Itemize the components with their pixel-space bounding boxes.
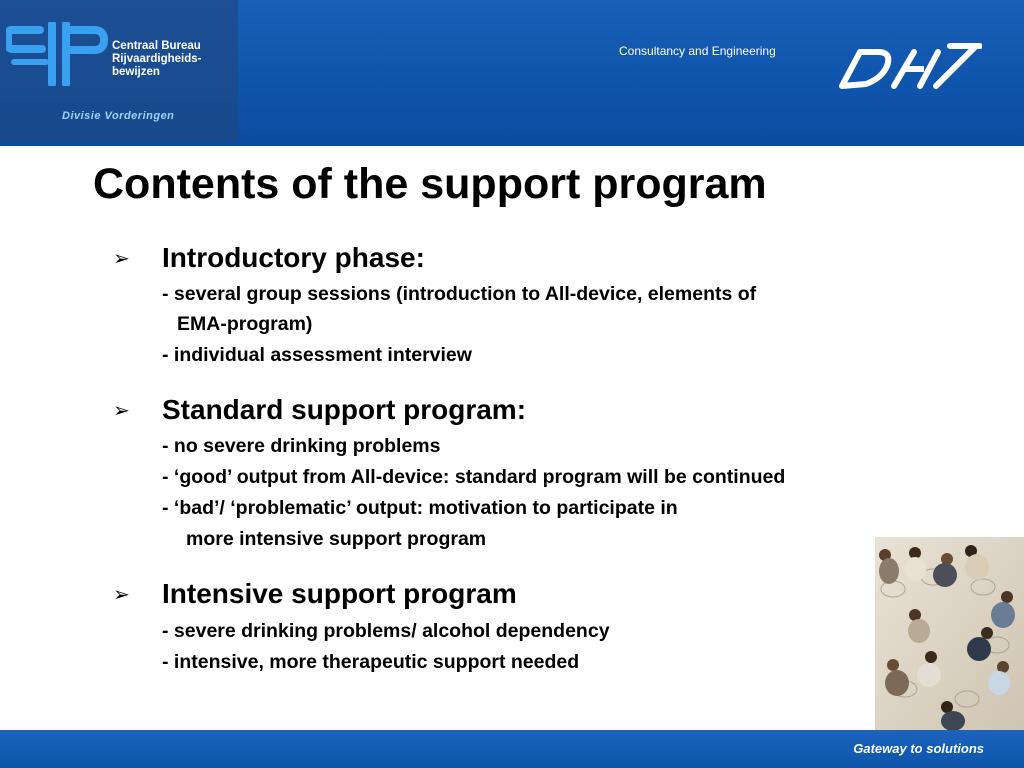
header-tagline: Consultancy and Engineering <box>619 44 776 58</box>
section-line: - several group sessions (introduction to All-device, elements of <box>162 283 757 305</box>
section-line: - intensive, more therapeutic support needed <box>162 651 580 673</box>
logo-subline: Divisie Vorderingen <box>62 110 175 122</box>
header-banner <box>0 0 1024 146</box>
cbr-logo <box>0 0 238 143</box>
section-line: - no severe drinking problems <box>162 435 441 457</box>
logo-line-3: bewijzen <box>112 66 160 78</box>
section-line: more intensive support program <box>186 528 487 550</box>
logo-line-2: Rijvaardigheids- <box>112 53 202 65</box>
group-session-photo <box>875 537 1024 730</box>
footer-banner <box>0 730 1024 768</box>
arrow-bullet-icon: ➢ <box>113 400 130 422</box>
footer-tagline: Gateway to solutions <box>853 741 984 756</box>
section-heading-intensive: Intensive support program <box>162 578 517 609</box>
section-line: - ‘good’ output from All-device: standard program will be continued <box>162 466 786 488</box>
arrow-bullet-icon: ➢ <box>113 584 130 606</box>
section-heading-standard: Standard support program: <box>162 394 527 425</box>
section-heading-introductory: Introductory phase: <box>162 242 425 273</box>
section-line: - ‘bad’/ ‘problematic’ output: motivation to participate in <box>162 497 678 519</box>
arrow-bullet-icon: ➢ <box>113 248 130 270</box>
cbr-symbol-icon <box>6 22 108 86</box>
slide-title: Contents of the support program <box>93 160 767 208</box>
section-line: - severe drinking problems/ alcohol dependency <box>162 620 610 642</box>
dhv-logo <box>832 38 982 96</box>
section-line: EMA-program) <box>177 313 313 335</box>
section-line: - individual assessment interview <box>162 344 472 366</box>
logo-line-1: Centraal Bureau <box>112 40 201 52</box>
